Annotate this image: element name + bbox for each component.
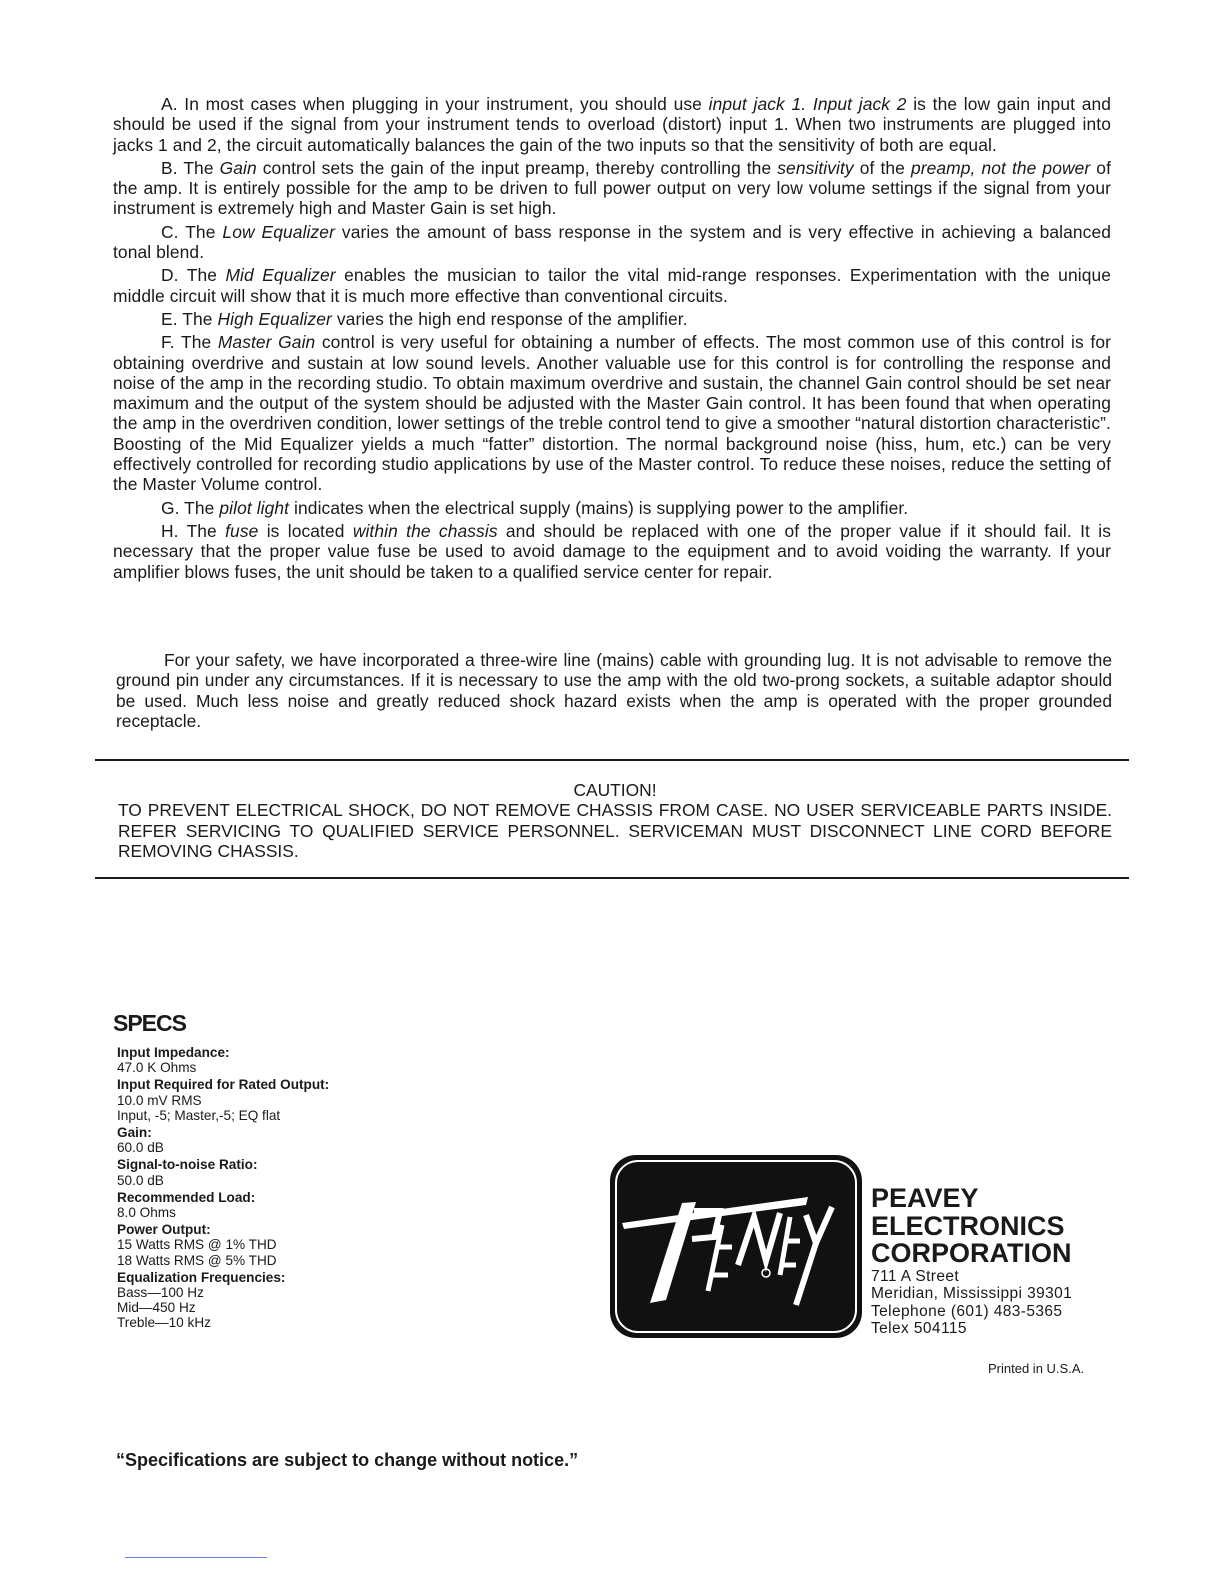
company-name-line: CORPORATION <box>871 1238 1072 1268</box>
paragraph-text: control is very useful for obtaining a number of effects. The most common use of this control is for obtaining overdrive and sustain at low sound levels. Another valuable use for this control is for controlling the response and noise of the amp in the recording studio. To obtain maximum overdrive and sustain, the channel Gain control should be set near maximum and the output of the system should be adjusted with the Master Gain control. It has been found that when operating the amp in the overdriven condition, lower settings of the treble control tend to give a smoother “natural distortion characteristic”. Boosting of the Mid Equalizer yields a much “fatter” distortion. The normal background noise (hiss, hum, etc.) can be very effectively controlled for recording studio applications by use of the Master control. To reduce these noises, reduce the setting of the Master Volume control. <box>113 332 1111 495</box>
spec-value: Bass—100 Hz <box>117 1285 204 1301</box>
spec-item <box>113 1077 443 1123</box>
paragraph-text: F. The <box>161 332 218 353</box>
italic-term: High Equalizer <box>217 308 332 329</box>
footer-line <box>125 1557 267 1558</box>
italic-term: fuse <box>225 520 259 541</box>
safety-section <box>116 650 1112 731</box>
spec-value: 15 Watts RMS @ 1% THD <box>117 1237 277 1253</box>
spec-label: Signal-to-noise Ratio: <box>117 1157 258 1173</box>
paragraph-text: indicates when the electrical supply (mains) is supplying power to the amplifier. <box>289 497 909 518</box>
paragraph-text: E. The <box>161 308 218 329</box>
company-info <box>871 1185 1151 1338</box>
paragraph-text <box>806 94 813 114</box>
spec-value: Mid—450 Hz <box>117 1300 196 1316</box>
spec-value: 60.0 dB <box>117 1140 164 1156</box>
italic-term: preamp, not the power <box>910 157 1091 178</box>
printed-label: Printed in U.S.A. <box>988 1361 1085 1376</box>
spec-label: Input Required for Rated Output: <box>117 1077 330 1093</box>
spec-item <box>113 1125 443 1155</box>
paragraph-c <box>113 222 1111 263</box>
paragraph-text: varies the amount of bass response in the system and is very effective in achieving a balanced tonal blend. <box>113 221 1111 263</box>
paragraph-text: D. The <box>161 265 226 286</box>
paragraph-a <box>113 94 1111 155</box>
spec-value: 18 Watts RMS @ 5% THD <box>117 1252 277 1268</box>
paragraph-text: is located <box>258 520 353 541</box>
spec-label: Gain: <box>117 1125 152 1141</box>
caution-body: TO PREVENT ELECTRICAL SHOCK, DO NOT REMOVE CHASSIS FROM CASE. NO USER SERVICEABLE PARTS INSIDE. REFER SERVICING TO QUALIFIED SERVICE PERSONNEL. SERVICEMAN MUST DISCONNECT LINE CORD BEFORE REMOVING CHASSIS. <box>118 800 1112 861</box>
spec-value: Input, -5; Master,-5; EQ flat <box>117 1107 281 1123</box>
company-address-line: 711 A Street <box>871 1267 960 1285</box>
italic-term: Mid Equalizer <box>225 265 336 286</box>
spec-item <box>113 1045 443 1075</box>
logo-artwork <box>610 1155 862 1338</box>
divider-top <box>95 759 1129 761</box>
peavey-logo-icon <box>610 1155 862 1338</box>
specs-section <box>113 1010 443 1333</box>
caution-title: CAUTION! <box>573 780 657 800</box>
paragraph-text: control sets the gain of the input preamp, thereby controlling the <box>256 157 778 178</box>
divider-bottom <box>95 877 1129 879</box>
paragraph-text: enables the musician to tailor the vital mid-range responses. Experimentation with the unique middle circuit will show that it is much more effective than conventional circuits. <box>113 265 1112 306</box>
spec-label: Input Impedance: <box>117 1045 230 1060</box>
paragraph-text: is the low gain input and should be used if the signal from your instrument tends to overload (distort) input 1. When two instruments are plugged into jacks 1 and 2, the circuit automatically balances the gain of the two inputs so that the sensitivity of both are equal. <box>113 94 1112 155</box>
spec-label: Recommended Load: <box>117 1189 256 1205</box>
spec-item <box>113 1190 443 1220</box>
paragraph-e <box>113 309 1111 329</box>
italic-term: input jack 1. <box>708 94 807 114</box>
specs-title: SPECS <box>113 1010 186 1036</box>
spec-item <box>113 1270 443 1331</box>
safety-paragraph: For your safety, we have incorporated a three-wire line (mains) cable with grounding lug. It is not advisable to remove the ground pin under any circumstances. If it is necessary to use the amp with the old two-prong sockets, a suitable adaptor should be used. Much less noise and greatly reduced shock hazard exists when the amp is operated with the proper grounded receptacle. <box>116 650 1112 731</box>
company-address-line: Telephone (601) 483-5365 <box>871 1302 1063 1320</box>
spec-value: 47.0 K Ohms <box>117 1060 197 1076</box>
paragraph-d <box>113 265 1111 306</box>
caution-box <box>118 780 1112 861</box>
paragraph-text: C. The <box>161 221 223 242</box>
company-name-line: PEAVEY <box>871 1183 979 1213</box>
spec-value: 10.0 mV RMS <box>117 1092 202 1108</box>
company-address-line: Meridian, Mississippi 39301 <box>871 1285 1073 1302</box>
italic-term: Low Equalizer <box>222 221 335 242</box>
paragraph-g <box>113 498 1111 518</box>
spec-label: Equalization Frequencies: <box>117 1269 286 1285</box>
spec-value: 50.0 dB <box>117 1172 164 1188</box>
spec-label: Power Output: <box>117 1222 211 1238</box>
paragraph-text: A. In most cases when plugging in your instrument, you should use <box>161 94 709 114</box>
spec-item <box>113 1157 443 1187</box>
instructions-section <box>113 94 1111 585</box>
spec-value: Treble—10 kHz <box>117 1315 211 1331</box>
company-name-line: ELECTRONICS <box>871 1210 1065 1241</box>
paragraph-text: varies the high end response of the amplifier. <box>331 308 688 329</box>
paragraph-text: G. The <box>161 497 220 518</box>
italic-term: pilot light <box>219 497 290 518</box>
paragraph-text: of the <box>853 157 911 178</box>
italic-term: within the chassis <box>352 520 498 541</box>
italic-term: Master Gain <box>217 332 316 353</box>
paragraph-text: H. The <box>161 520 226 541</box>
paragraph-text: of the amp. It is entirely possible for the amp to be driven to full power output on very low volume settings if the signal from your instrument is extremely high and Master Gain is set high. <box>113 157 1112 219</box>
paragraph-b <box>113 158 1111 219</box>
paragraph-text: and should be replaced with one of the proper value if it should fail. It is necessary that the proper value fuse be used to avoid damage to the equipment and to avoid voiding the warranty. If your amplifier blows fuses, the unit should be taken to a qualified service center for repair. <box>113 520 1112 582</box>
italic-term: sensitivity <box>777 157 854 178</box>
italic-term: Input jack 2 <box>812 94 907 114</box>
paragraph-f <box>113 332 1111 494</box>
paragraph-h <box>113 521 1111 582</box>
specs-list <box>113 1045 443 1331</box>
paragraph-text: B. The <box>161 157 220 178</box>
company-address-line: Telex 504115 <box>871 1320 967 1337</box>
spec-value: 8.0 Ohms <box>117 1205 176 1221</box>
specs-notice: “Specifications are subject to change without notice.” <box>116 1450 579 1470</box>
spec-item <box>113 1222 443 1268</box>
italic-term: Gain <box>219 157 257 178</box>
